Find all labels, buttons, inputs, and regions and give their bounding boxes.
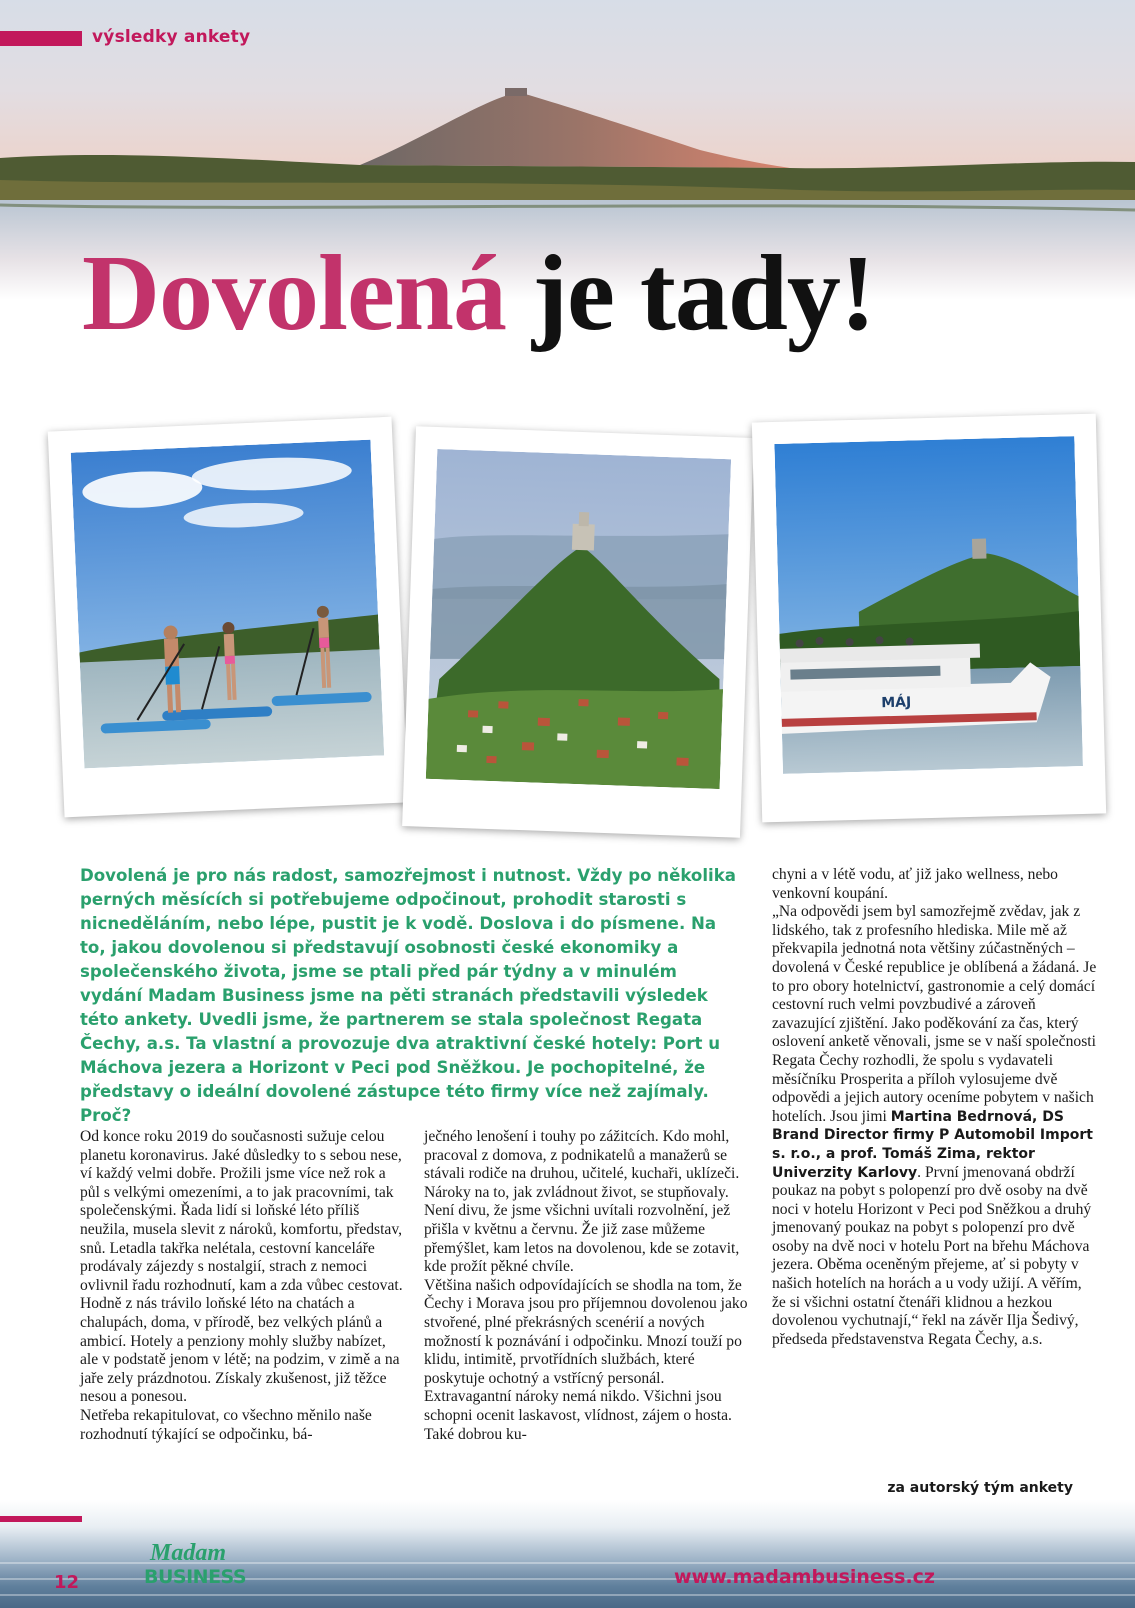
- article-column-3: [772, 866, 1097, 1349]
- article-column-2: [424, 1128, 749, 1444]
- quote-text-continued: . První jmenovaná obdrží poukaz na pobyt s polopenzí pro dvě osoby na dvě noci v hotelu Horizont v Peci pod Sněžkou a druhý jmenovaný poukaz na pobyt s polopenzí pro dvě osoby na dvě noci v hotelu Port na břehu Máchova jezera. Oběma oceněným přejeme, ať si pobyty v našich hotelích na horách a u vody užijí. A věřím, že si všichni ostatní čtenáři klidnou a hezkou dovolenou vychutnají,“ řekl na závěr Ilja Šedivý, předseda představenstva Regata Čechy, a.s.: [772, 1163, 1092, 1348]
- paragraph: Netřeba rekapitulovat, co všechno měnilo naše rozhodnutí týkající se odpočinku, bá-: [80, 1406, 372, 1443]
- page-title: [82, 234, 875, 353]
- footer: [0, 1500, 1135, 1608]
- article-column-1: [80, 1128, 405, 1444]
- lead-paragraph: Dovolená je pro nás radost, samozřejmost i nutnost. Vždy po několika perných měsících si potřebujeme odpočinout, prohodit starosti s nicneděláním, nebo lépe, pustit je k vodě. Doslova i do písmene. Na to, jakou dovolenou si představují osobnosti české ekonomiky a společenského života, jsme se ptali před pár týdny a v minulém vydání Madam Business jsme na pěti stranách představili výsledek této ankety. Uvedli jsme, že partnerem se stala společnost Regata Čechy, a.s. Ta vlastní a provozuje dva atraktivní české hotely: Port u Máchova jezera a Horizont v Peci pod Sněžkou. Je pochopitelné, že představy o ideální dovolené zástupce této firmy více než zajímaly. Proč?: [80, 866, 736, 1125]
- paragraph: ječného lenošení i touhy po zážitcích. Kdo mohl, pracoval z domova, z podnikatelů a manažerů se stávali rodiče na druhou, učitelé, kuchaři, uklízeči. Nároky na to, jak zvládnout život, se stupňovaly. Není divu, že jsme všichni uvítali rozvolnění, jež přišla v květnu a červnu. Že již zase můžeme přemýšlet, kam letos na dovolenou, kde se zotavit, kde prožít pěkné chvíle.: [424, 1128, 740, 1276]
- paragraph: chyni a v létě vodu, ať již jako wellness, nebo venkovní koupání.: [772, 866, 1058, 902]
- logo-business: BUSINESS: [144, 1566, 247, 1588]
- boat-lake-image: [774, 436, 1083, 774]
- photo-castle-hill: [402, 426, 754, 838]
- boat-name: MÁJ: [881, 694, 912, 712]
- paragraph: Většina našich odpovídajících se shodla na tom, že Čechy i Morava jsou pro příjemnou dovolenou jako stvořené, plné překrásných scenérií a nových možností k poznávání i odpočinku. Mnozí touží po klidu, intimitě, prvotřídních službách, které poskytuje ochotný a vstřícný personál. Extravagantní nároky nemá nikdo. Všichni jsou schopni ocenit laskavost, vlídnost, zájem o hosta. Také dobrou ku-: [424, 1276, 748, 1443]
- castle-hill-image: [426, 449, 731, 789]
- paragraph: Od konce roku 2019 do současnosti sužuje celou planetu koronavirus. Jaké důsledky to s sebou nese, ví každý velmi dobře. Prožili jsme více než rok a půl s velkými omezeními, a to jak pracovními, tak společenskými. Řada lidí si loňské léto příliš neužila, musela slevit z nároků, komfortu, představ, snů. Letadla takřka nelétala, cestovní kanceláře prodávaly zájezdy s nostalgií, strach z nemoci ovlivnil řadu rozhodnutí, kam a zda vůbec cestovat. Hodně z nás trávilo loňské léto na chatách a chalupách, doma, v přírodě, bez velkých plánů a ambicí. Hotely a penziony mohly služby nabízet, ale v podstatě jenom v létě; na podzim, v zimě a na jaře zely prázdnotou. Získaly zkušenost, již těžce nesou a ponesou.: [80, 1128, 403, 1406]
- logo-madam: Madam: [150, 1540, 227, 1566]
- section-label: výsledky ankety: [92, 27, 251, 47]
- website-link[interactable]: www.madambusiness.cz: [673, 1566, 935, 1588]
- winners-names: Martina Bedrnová, DS Brand Director firmy P Automobil Import s. r.o., a prof. Tomáš Zima, rektor Univerzity Karlovy: [772, 1108, 1093, 1181]
- quote-paragraph: [772, 903, 1097, 1349]
- madam-business-logo: [132, 1540, 252, 1596]
- paddleboard-image: [71, 440, 384, 769]
- signature-line-1: za autorský tým ankety: [887, 1480, 1073, 1496]
- footer-marker: [0, 1516, 82, 1522]
- title-part-dark: je tady!: [532, 234, 875, 353]
- section-marker: [0, 31, 82, 46]
- photo-boat-lake: [752, 414, 1106, 823]
- page-number: 12: [54, 1572, 80, 1593]
- quote-text: „Na odpovědi jsem byl samozřejmě zvědav, jak z lidského, tak z profesního hlediska. Mile mě až překvapila jednotná nota většiny zúčastněných – dovolená v České republice je oblíbená a žádaná. Je to pro obory hotelnictví, gastronomie a celý domácí cestovní ruch velmi povzbudivé a zároveň zavazující zjištění. Jako poděkování za čas, který oslovení anketě věnovali, jsme se v naší společnosti Regata Čechy rozhodli, že spolu s vydavateli měsíčníku Prosperita a příloh vylosujeme dvě odpovědi a jejich autory oceníme pobytem v našich hotelích. Jsou jimi: [772, 903, 1097, 1125]
- title-part-pink: Dovolená: [82, 234, 506, 353]
- photo-paddleboard: [48, 417, 409, 818]
